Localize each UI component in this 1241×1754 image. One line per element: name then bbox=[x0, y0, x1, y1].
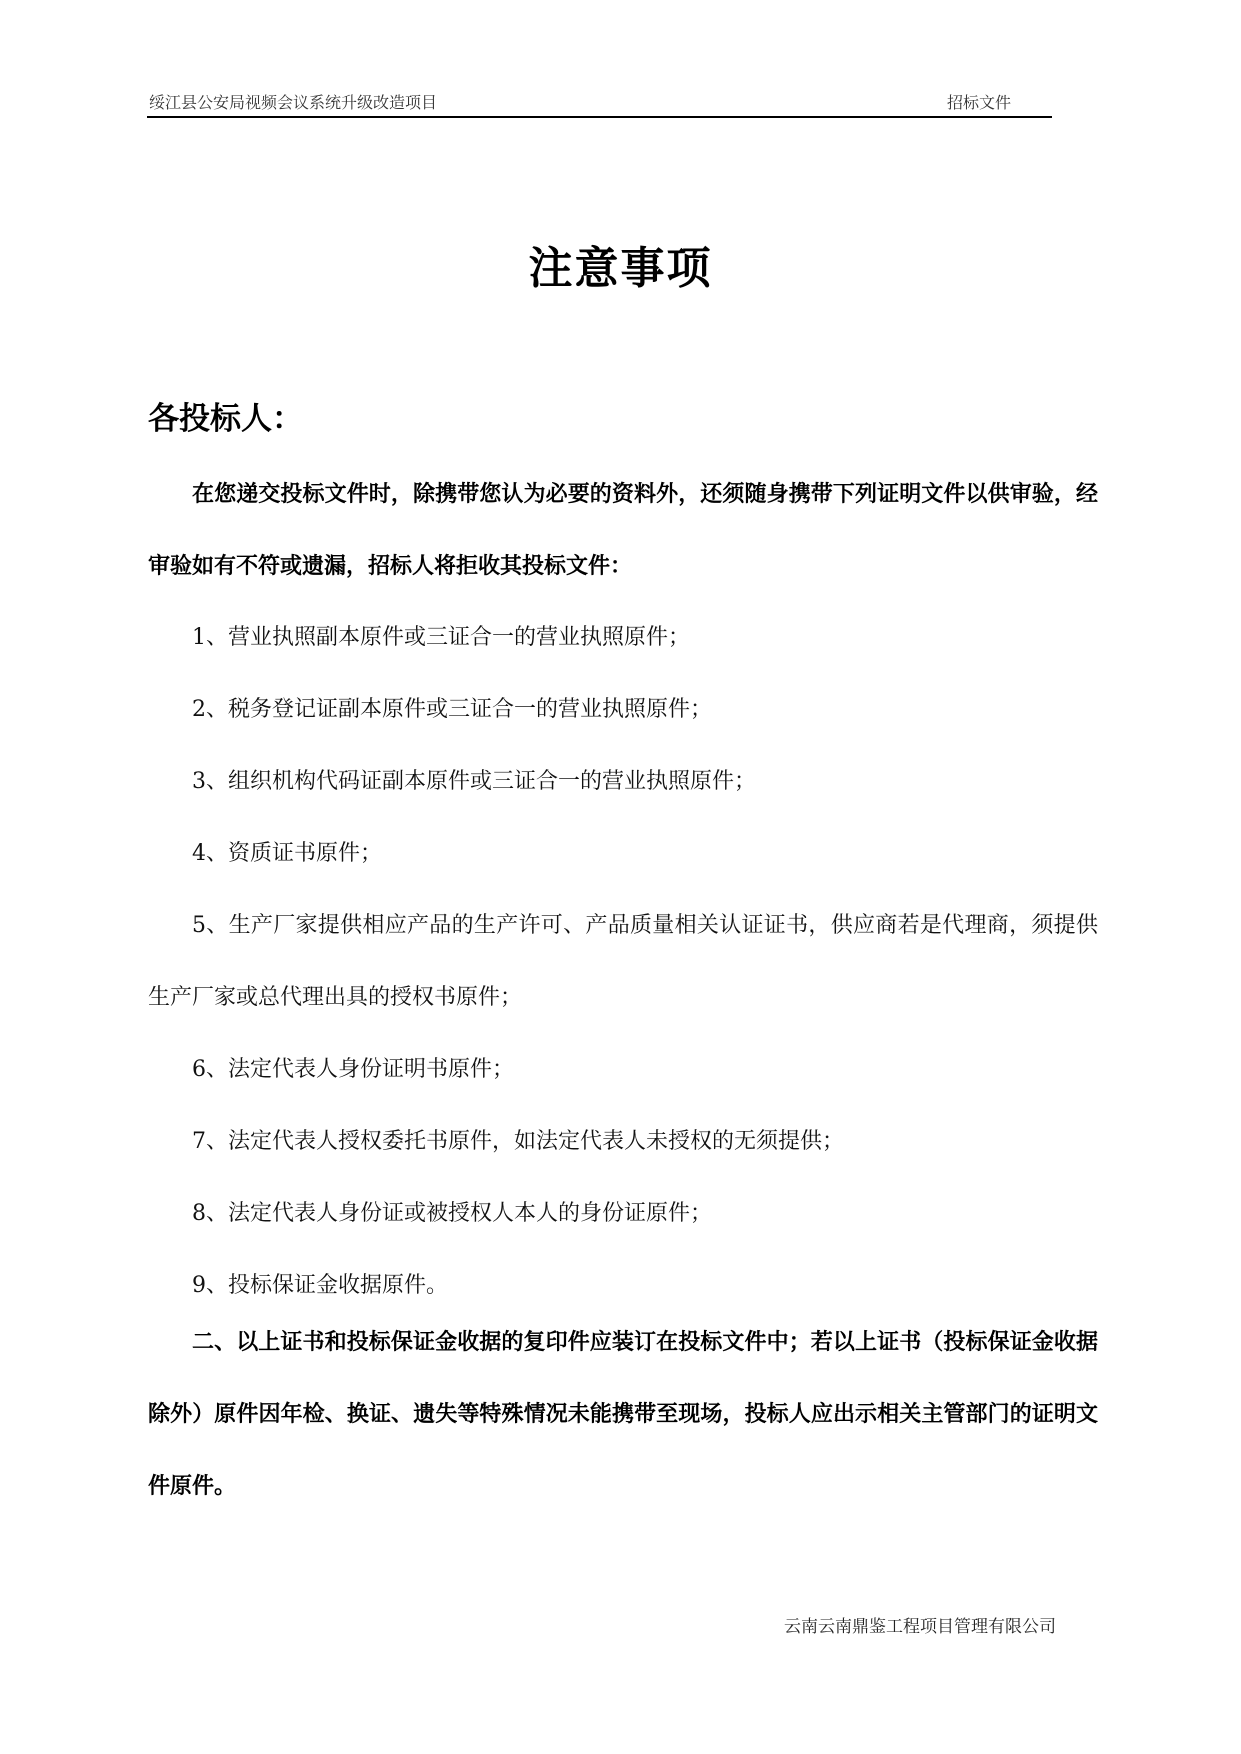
list-item: 9、投标保证金收据原件。 bbox=[192, 1273, 448, 1298]
list-item: 5、生产厂家提供相应产品的生产许可、产品质量相关认证证书，供应商若是代理商，须提供生产厂家或总代理出具的授权书原件； bbox=[148, 913, 1098, 1010]
page-title: 注意事项 bbox=[528, 243, 713, 294]
footer-company: 云南云南鼎鉴工程项目管理有限公司 bbox=[784, 1617, 1056, 1637]
list-item: 3、组织机构代码证副本原件或三证合一的营业执照原件； bbox=[192, 769, 756, 794]
list-item: 1、营业执照副本原件或三证合一的营业执照原件； bbox=[192, 625, 690, 650]
list-item: 4、资质证书原件； bbox=[192, 841, 382, 866]
salutation: 各投标人： bbox=[148, 401, 303, 437]
list-item: 6、法定代表人身份证明书原件； bbox=[192, 1057, 514, 1082]
header-doc-type: 招标文件 bbox=[947, 93, 1012, 112]
note-paragraph: 二、以上证书和投标保证金收据的复印件应装订在投标文件中；若以上证书（投标保证金收据除外）原件因年检、换证、遗失等特殊情况未能携带至现场，投标人应出示相关主管部门的证明文件原件。 bbox=[148, 1329, 1098, 1499]
header-project-name: 绥江县公安局视频会议系统升级改造项目 bbox=[149, 93, 438, 112]
list-item: 8、法定代表人身份证或被授权人本人的身份证原件； bbox=[192, 1201, 712, 1226]
list-item: 2、税务登记证副本原件或三证合一的营业执照原件； bbox=[192, 697, 712, 722]
intro-paragraph: 在您递交投标文件时，除携带您认为必要的资料外，还须随身携带下列证明文件以供审验，经审验如有不符或遗漏，招标人将拒收其投标文件： bbox=[148, 481, 1098, 579]
requirements-list bbox=[148, 602, 1098, 1322]
list-item: 7、法定代表人授权委托书原件，如法定代表人未授权的无须提供； bbox=[192, 1129, 844, 1154]
page-header bbox=[147, 88, 1052, 118]
